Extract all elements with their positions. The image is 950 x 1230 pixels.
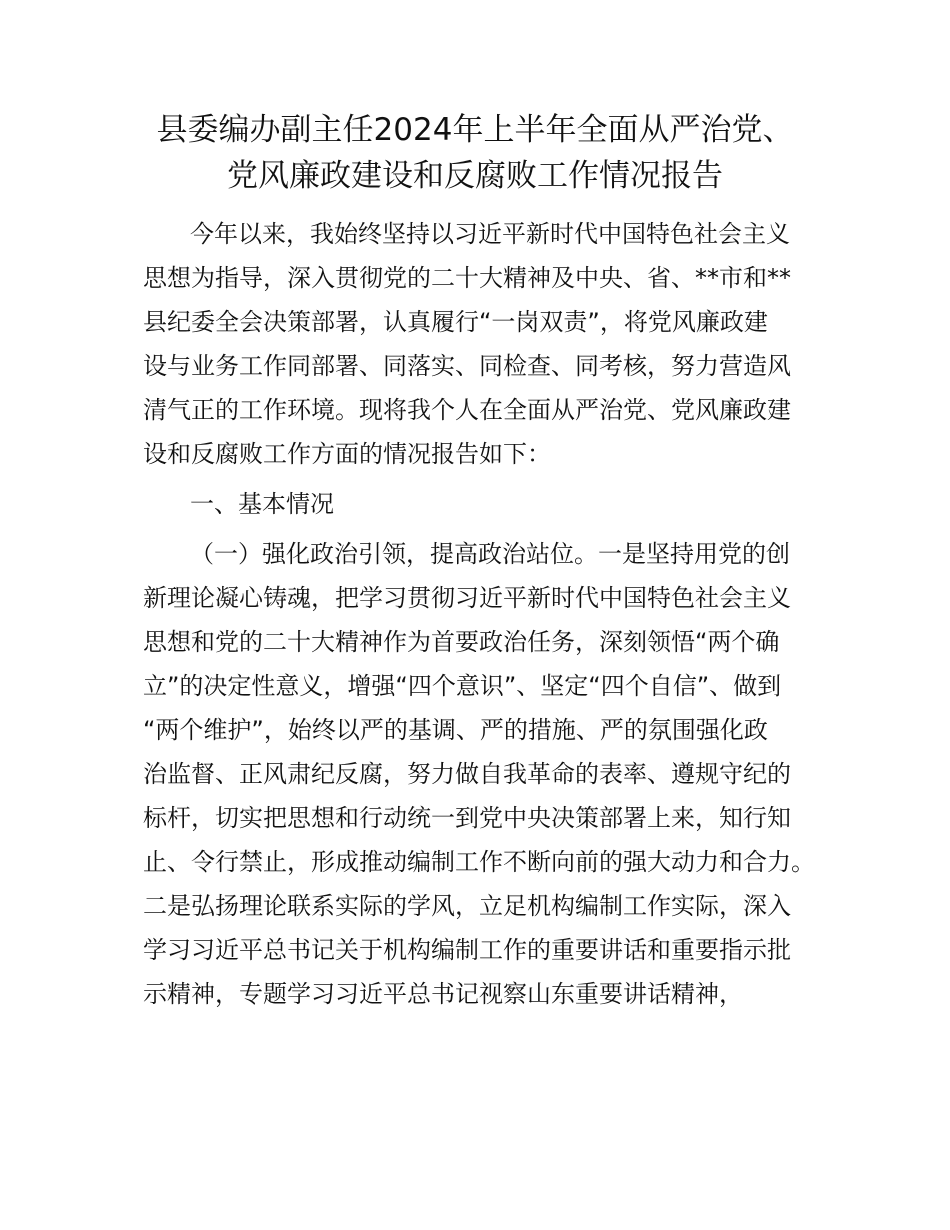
paragraph-intro-line-2: 思想为指导，深入贯彻党的二十大精神及中央、省、**市和**: [143, 264, 791, 292]
paragraph-section1-line-8: 止、令行禁止，形成推动编制工作不断向前的强大动力和合力。: [143, 848, 815, 876]
document-title-line-1: 县委编办副主任2024年上半年全面从严治党、: [156, 112, 794, 148]
document-title-line-2: 党风廉政建设和反腐败工作情况报告: [227, 158, 723, 194]
paragraph-section1-line-3: 思想和党的二十大精神作为首要政治任务，深刻领悟“两个确: [143, 628, 780, 656]
paragraph-section1-line-5: “两个维护”，始终以严的基调、严的措施、严的氛围强化政: [143, 716, 768, 744]
paragraph-section1-line-2: 新理论凝心铸魂，把学习贯彻习近平新时代中国特色社会主义: [143, 584, 791, 612]
paragraph-section1-line-7: 标杆，切实把思想和行动统一到党中央决策部署上来，知行知: [143, 804, 791, 832]
paragraph-intro-line-4: 设与业务工作同部署、同落实、同检查、同考核，努力营造风: [143, 352, 791, 380]
paragraph-intro-line-6: 设和反腐败工作方面的情况报告如下：: [143, 440, 551, 468]
paragraph-intro-line-3: 县纪委全会决策部署，认真履行“一岗双责”，将党风廉政建: [143, 308, 768, 336]
paragraph-section1-line-4: 立”的决定性意义，增强“四个意识”、坚定“四个自信”、做到: [143, 672, 782, 700]
paragraph-section1-line-9: 二是弘扬理论联系实际的学风，立足机构编制工作实际，深入: [143, 892, 791, 920]
paragraph-section1-line-11: 示精神，专题学习习近平总书记视察山东重要讲话精神，: [143, 980, 743, 1008]
paragraph-section1-line-6: 治监督、正风肃纪反腐，努力做自我革命的表率、遵规守纪的: [143, 760, 791, 788]
paragraph-intro-line-1: 今年以来，我始终坚持以习近平新时代中国特色社会主义: [190, 220, 790, 248]
section-heading: 一、基本情况: [190, 490, 334, 518]
paragraph-section1-line-1: （一）强化政治引领，提高政治站位。一是坚持用党的创: [190, 540, 790, 568]
paragraph-section1-line-10: 学习习近平总书记关于机构编制工作的重要讲话和重要指示批: [143, 936, 791, 964]
paragraph-intro-line-5: 清气正的工作环境。现将我个人在全面从严治党、党风廉政建: [143, 396, 791, 424]
